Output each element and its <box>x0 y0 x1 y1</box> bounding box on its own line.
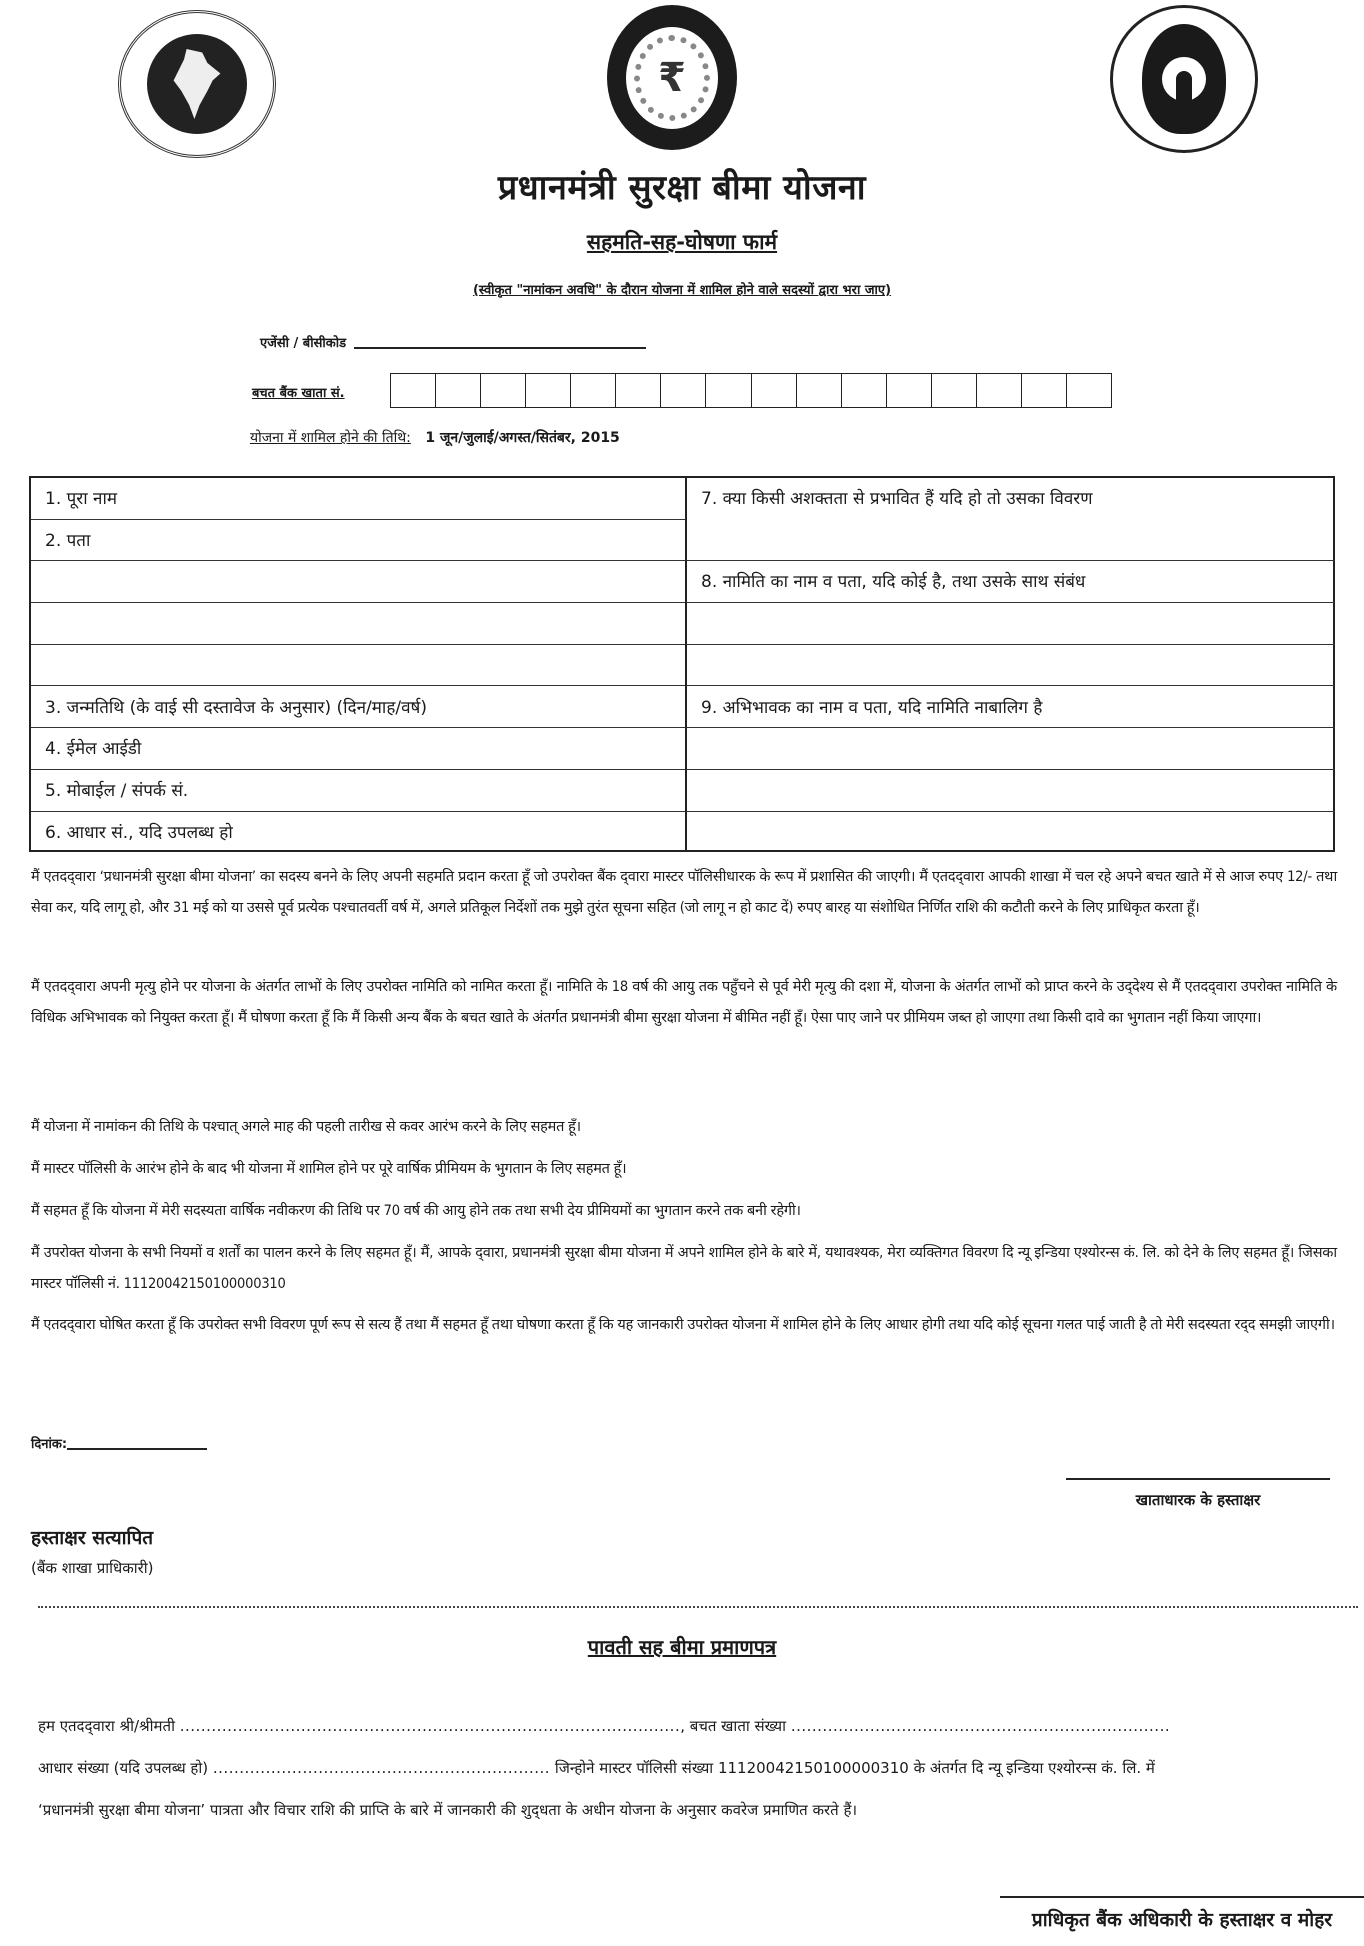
account-digit-box[interactable] <box>391 374 436 407</box>
account-digit-box[interactable] <box>661 374 706 407</box>
receipt-line-certification: ‘प्रधानमंत्री सुरक्षा बीमा योजना’ पात्रता और विचार राशि की प्राप्ति के बारे में जानकारी की शुद्‌धता के अधीन योजना के अनुसार कवरेज प्रमाणित करते हैं। <box>38 1801 858 1819</box>
account-digit-box[interactable] <box>1067 374 1111 407</box>
receipt-account-blank[interactable]: ........................................................................ <box>790 1717 1171 1735</box>
account-digit-box[interactable] <box>436 374 481 407</box>
account-digit-box[interactable] <box>977 374 1022 407</box>
receipt-account-label: , बचत खाता संख्या <box>680 1717 787 1735</box>
account-holder-signature-label: खाताधारक के हस्ताक्षर <box>1135 1491 1261 1509</box>
account-digit-box[interactable] <box>797 374 842 407</box>
declaration-age-limit: मैं सहमत हूँ कि योजना में मेरी सदस्यता वार्षिक नवीकरण की तिथि पर 70 वर्ष की आयु होने तक तथा सभी देय प्रीमियमों का भुगतान करने तक बनी रहेगी। <box>31 1203 801 1219</box>
agency-label: एजेंसी / बीसीकोड <box>260 336 347 351</box>
account-digit-box[interactable] <box>887 374 932 407</box>
join-date <box>250 428 620 447</box>
date-input-line[interactable] <box>67 1448 207 1450</box>
table-blank-row[interactable] <box>31 603 685 645</box>
account-number-boxes[interactable] <box>390 373 1112 408</box>
agency-input-line[interactable] <box>354 347 646 349</box>
receipt-aadhaar-label: आधार संख्या (यदि उपलब्ध हो) <box>38 1759 209 1777</box>
account-digit-box[interactable] <box>481 374 526 407</box>
table-blank-row[interactable] <box>687 812 1335 854</box>
form-subtitle: सहमति-सह-घोषणा फार्म <box>586 230 778 254</box>
pmjdy-logo <box>607 5 737 150</box>
table-field-right[interactable]: 7. क्या किसी अशक्तता से प्रभावित हैं यदि हो तो उसका विवरण <box>687 478 1335 561</box>
applicant-details-table <box>29 476 1335 852</box>
declaration-cover-start: मैं योजना में नामांकन की तिथि के पश्चात्‌ अगले माह की पहली तारीख से कवर आरंभ करने के लिए सहमत हूँ। <box>31 1119 581 1135</box>
declaration-truth: मैं एतदद्‌वारा घोषित करता हूँ कि उपरोक्त सभी विवरण पूर्ण रूप से सत्य हैं तथा मैं सहमत हूँ तथा घोषणा करता हूँ कि यह जानकारी उपरोक्त योजना में शामिल होने के लिए आधार होगी तथा यदि कोई सूचना गलत पाई जाती है तो मेरी सदस्यता रद्‌द समझी जाएगी। <box>31 1317 1335 1333</box>
account-digit-box[interactable] <box>616 374 661 407</box>
form-note: (स्वीकृत "नामांकन अवधि" के दौरान योजना में शामिल होने वाले सदस्यों द्वारा भरा जाए) <box>472 283 892 298</box>
account-digit-box[interactable] <box>571 374 616 407</box>
table-field-left[interactable]: 5. मोबाईल / संपर्क सं. <box>31 770 685 812</box>
agency-field <box>260 333 646 351</box>
declaration-premium: मैं मास्टर पॉलिसी के आरंभ होने के बाद भी योजना में शामिल होने पर पूरे वार्षिक प्रीमियम के भुगतान के लिए सहमत हूँ। <box>31 1161 627 1177</box>
table-blank-row[interactable] <box>31 645 685 687</box>
india-map-seal-icon <box>147 34 247 134</box>
page-title: प्रधानमंत्री सुरक्षा बीमा योजना <box>497 168 867 208</box>
table-field-left[interactable]: 4. ईमेल आईडी <box>31 728 685 770</box>
table-blank-row[interactable] <box>687 603 1335 645</box>
table-field-left[interactable]: 3. जन्मतिथि (के वाई सी दस्तावेज के अनुसार) (दिन/माह/वर्ष) <box>31 687 685 729</box>
bank-officer-signature-label: प्राधिकृत बैंक अधिकारी के हस्ताक्षर व मोहर <box>1031 1909 1333 1931</box>
date-field <box>31 1434 207 1452</box>
account-digit-box[interactable] <box>752 374 797 407</box>
account-digit-box[interactable] <box>932 374 977 407</box>
receipt-name-blank[interactable]: ............................................................................................... <box>179 1717 681 1735</box>
table-blank-row[interactable] <box>31 561 685 603</box>
new-india-assurance-logo <box>118 10 276 158</box>
table-field-right[interactable]: 8. नामिति का नाम व पता, यदि कोई है, तथा उसके साथ संबंध <box>687 561 1335 603</box>
table-blank-row[interactable] <box>687 728 1335 770</box>
account-number-label: बचत बैंक खाता सं. <box>252 386 345 401</box>
receipt-aadhaar-blank[interactable]: ................................................................ <box>212 1759 551 1777</box>
date-label: दिनांक: <box>31 1437 68 1452</box>
bank-officer-signature-line[interactable] <box>1000 1896 1364 1898</box>
table-field-left[interactable]: 1. पूरा नाम <box>31 478 685 520</box>
declaration-consent: मैं एतदद्‌वारा ‘प्रधानमंत्री सुरक्षा बीमा योजना’ का सदस्य बनने के लिए अपनी सहमति प्रदान करता हूँ जो उपरोक्त बैंक द्‌वारा मास्टर पॉलिसीधारक के रूप में प्रशासित की जाएगी। मैं एतदद्‌वारा आपकी शाखा में चल रहे अपने बचत खाते में से आज रुपए 12/- तथा सेवा कर, यदि लागू हो, और 31 मई को या उससे पूर्व प्रत्येक पश्चातवर्ती वर्ष में, अगले प्रतिकूल निर्देशों तक मुझे तुरंत सूचना सहित (जो लागू न हो काट दें) रुपए बारह या संशोधित निर्णित राशि की कटौती करने के लिए प्राधिकृत करता हूँ। <box>31 869 1337 916</box>
join-date-value: 1 जून/जुलाई/अगस्त/सितंबर, 2015 <box>425 430 620 446</box>
receipt-policy-text: जिन्होने मास्टर पॉलिसी संख्या 11120042150100000310 के अंतर्गत दि न्यू इन्डिया एश्योरन्स कं. लि. में <box>554 1759 1155 1777</box>
account-digit-box[interactable] <box>706 374 751 407</box>
lotus-icon <box>1162 57 1206 101</box>
cut-line-divider <box>38 1606 1358 1608</box>
account-digit-box[interactable] <box>526 374 571 407</box>
account-digit-box[interactable] <box>1022 374 1067 407</box>
table-field-right[interactable]: 9. अभिभावक का नाम व पता, यदि नामिति नाबालिग है <box>687 687 1335 729</box>
table-field-left[interactable]: 2. पता <box>31 520 685 562</box>
account-holder-signature-line[interactable] <box>1066 1478 1330 1480</box>
declaration-terms: मैं उपरोक्त योजना के सभी नियमों व शर्तों का पालन करने के लिए सहमत हूँ। मैं, आपके द्‌वारा, प्रधानमंत्री सुरक्षा बीमा योजना में अपने शामिल होने के बारे में, यथावश्यक, मेरा व्यक्तिगत विवरण दि न्यू इन्डिया एश्योरन्स कं. लि. को देने के लिए सहमत हूँ। जिसका मास्टर पॉलिसी नं. 11120042150100000310 <box>31 1245 1337 1292</box>
declaration-nominee: मैं एतदद्‌वारा अपनी मृत्यु होने पर योजना के अंतर्गत लाभों के लिए उपरोक्त नामिति को नामित करता हूँ। नामिति के 18 वर्ष की आयु तक पहुँचने से पूर्व मेरी मृत्यु की दशा में, योजना के अंतर्गत लाभों को प्राप्त करने के उद्‌देश्य से मैं एतदद्‌वारा उपरोक्त नामिति के विधिक अभिभावक को नियुक्त करता हूँ। मैं घोषणा करता हूँ कि मैं किसी अन्य बैंक के बचत खाते के अंतर्गत प्रधानमंत्री बीमा सुरक्षा योजना में बीमित नहीं हूँ। ऐसा पाए जाने पर प्रीमियम जब्त हो जाएगा तथा किसी दावे का भुगतान नहीं किया जाएगा। <box>31 979 1337 1026</box>
receipt-line-name <box>38 1716 1358 1736</box>
table-blank-row[interactable] <box>687 770 1335 812</box>
table-field-left[interactable]: 6. आधार सं., यदि उपलब्ध हो <box>45 822 233 843</box>
receipt-line-aadhaar <box>38 1758 1358 1778</box>
join-date-label: योजना में शामिल होने की तिथि: <box>250 430 411 446</box>
table-blank-row[interactable] <box>687 645 1335 687</box>
signature-verified-label: हस्ताक्षर सत्यापित <box>31 1527 154 1549</box>
rupee-symbol-icon: ₹ <box>658 54 686 101</box>
receipt-name-label: हम एतदद्‌वारा श्री/श्रीमती <box>38 1717 175 1735</box>
receipt-title: पावती सह बीमा प्रमाणपत्र <box>587 1635 777 1659</box>
bank-branch-authority-label: (बैंक शाखा प्राधिकारी) <box>31 1559 154 1577</box>
account-digit-box[interactable] <box>842 374 887 407</box>
malad-sahakari-bank-logo <box>1110 5 1258 153</box>
